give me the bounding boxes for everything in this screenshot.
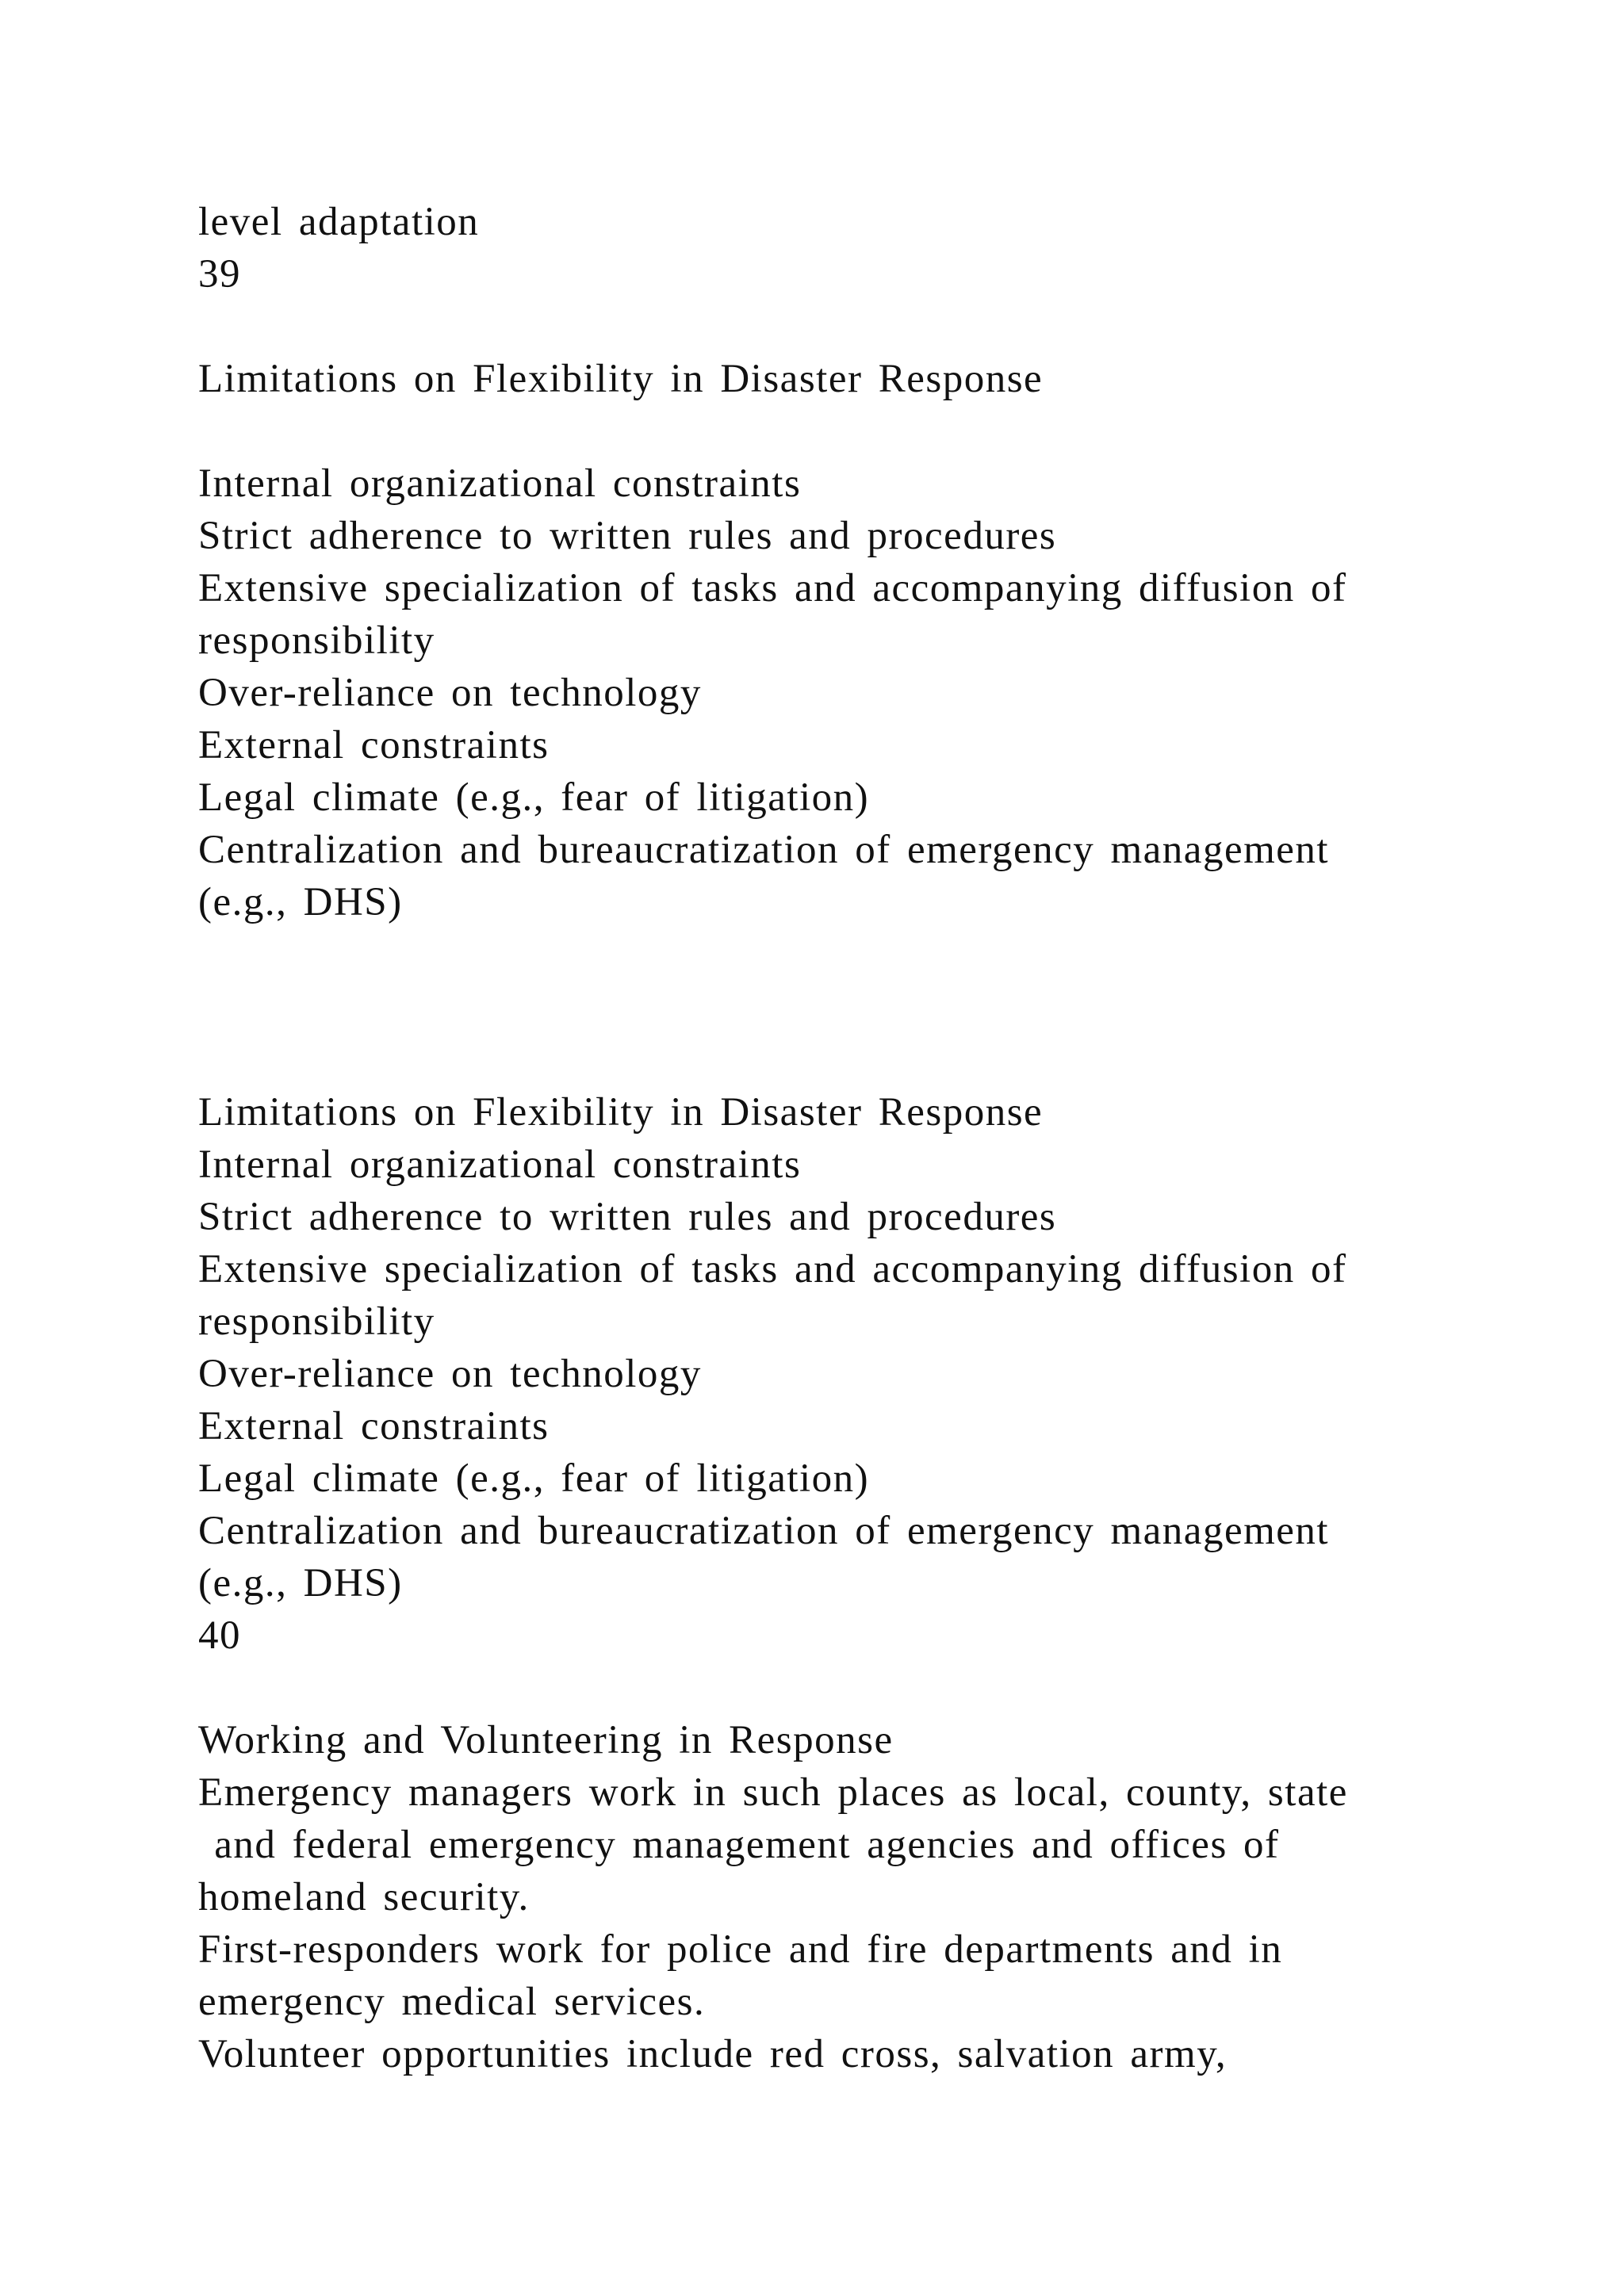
text-line: Extensive specialization of tasks and accompanying diffusion of bbox=[198, 1247, 1347, 1292]
slide-number: 40 bbox=[198, 1613, 241, 1658]
text-line: Legal climate (e.g., fear of litigation) bbox=[198, 775, 870, 820]
text-line: responsibility bbox=[198, 618, 435, 663]
slide-number: 39 bbox=[198, 252, 241, 297]
text-line: and federal emergency management agencies and offices of bbox=[198, 1823, 1280, 1867]
section-heading: Limitations on Flexibility in Disaster Response bbox=[198, 357, 1044, 401]
text-line: level adaptation bbox=[198, 200, 480, 244]
text-line: Volunteer opportunities include red cross, salvation army, bbox=[198, 2032, 1228, 2076]
text-line: Emergency managers work in such places as local, county, state bbox=[198, 1770, 1348, 1815]
text-line: Internal organizational constraints bbox=[198, 1142, 802, 1187]
section-heading: Working and Volunteering in Response bbox=[198, 1718, 894, 1762]
text-line: homeland security. bbox=[198, 1875, 530, 1919]
text-line: emergency medical services. bbox=[198, 1980, 706, 2024]
section-heading: Limitations on Flexibility in Disaster Response bbox=[198, 1090, 1044, 1135]
text-line: Extensive specialization of tasks and accompanying diffusion of bbox=[198, 566, 1347, 610]
text-line: Internal organizational constraints bbox=[198, 461, 802, 506]
text-line: Over-reliance on technology bbox=[198, 1352, 702, 1396]
text-line: Centralization and bureaucratization of emergency management bbox=[198, 828, 1330, 872]
text-line: (e.g., DHS) bbox=[198, 880, 403, 924]
text-line: Legal climate (e.g., fear of litigation) bbox=[198, 1456, 870, 1501]
text-line: Strict adherence to written rules and procedures bbox=[198, 514, 1057, 558]
text-line: (e.g., DHS) bbox=[198, 1561, 403, 1605]
text-line: External constraints bbox=[198, 1404, 550, 1448]
text-line: External constraints bbox=[198, 723, 550, 767]
text-line: Centralization and bureaucratization of emergency management bbox=[198, 1509, 1330, 1553]
text-line: responsibility bbox=[198, 1299, 435, 1344]
text-line: Strict adherence to written rules and procedures bbox=[198, 1195, 1057, 1239]
text-line: First-responders work for police and fire departments and in bbox=[198, 1927, 1283, 1972]
text-line: Over-reliance on technology bbox=[198, 671, 702, 715]
